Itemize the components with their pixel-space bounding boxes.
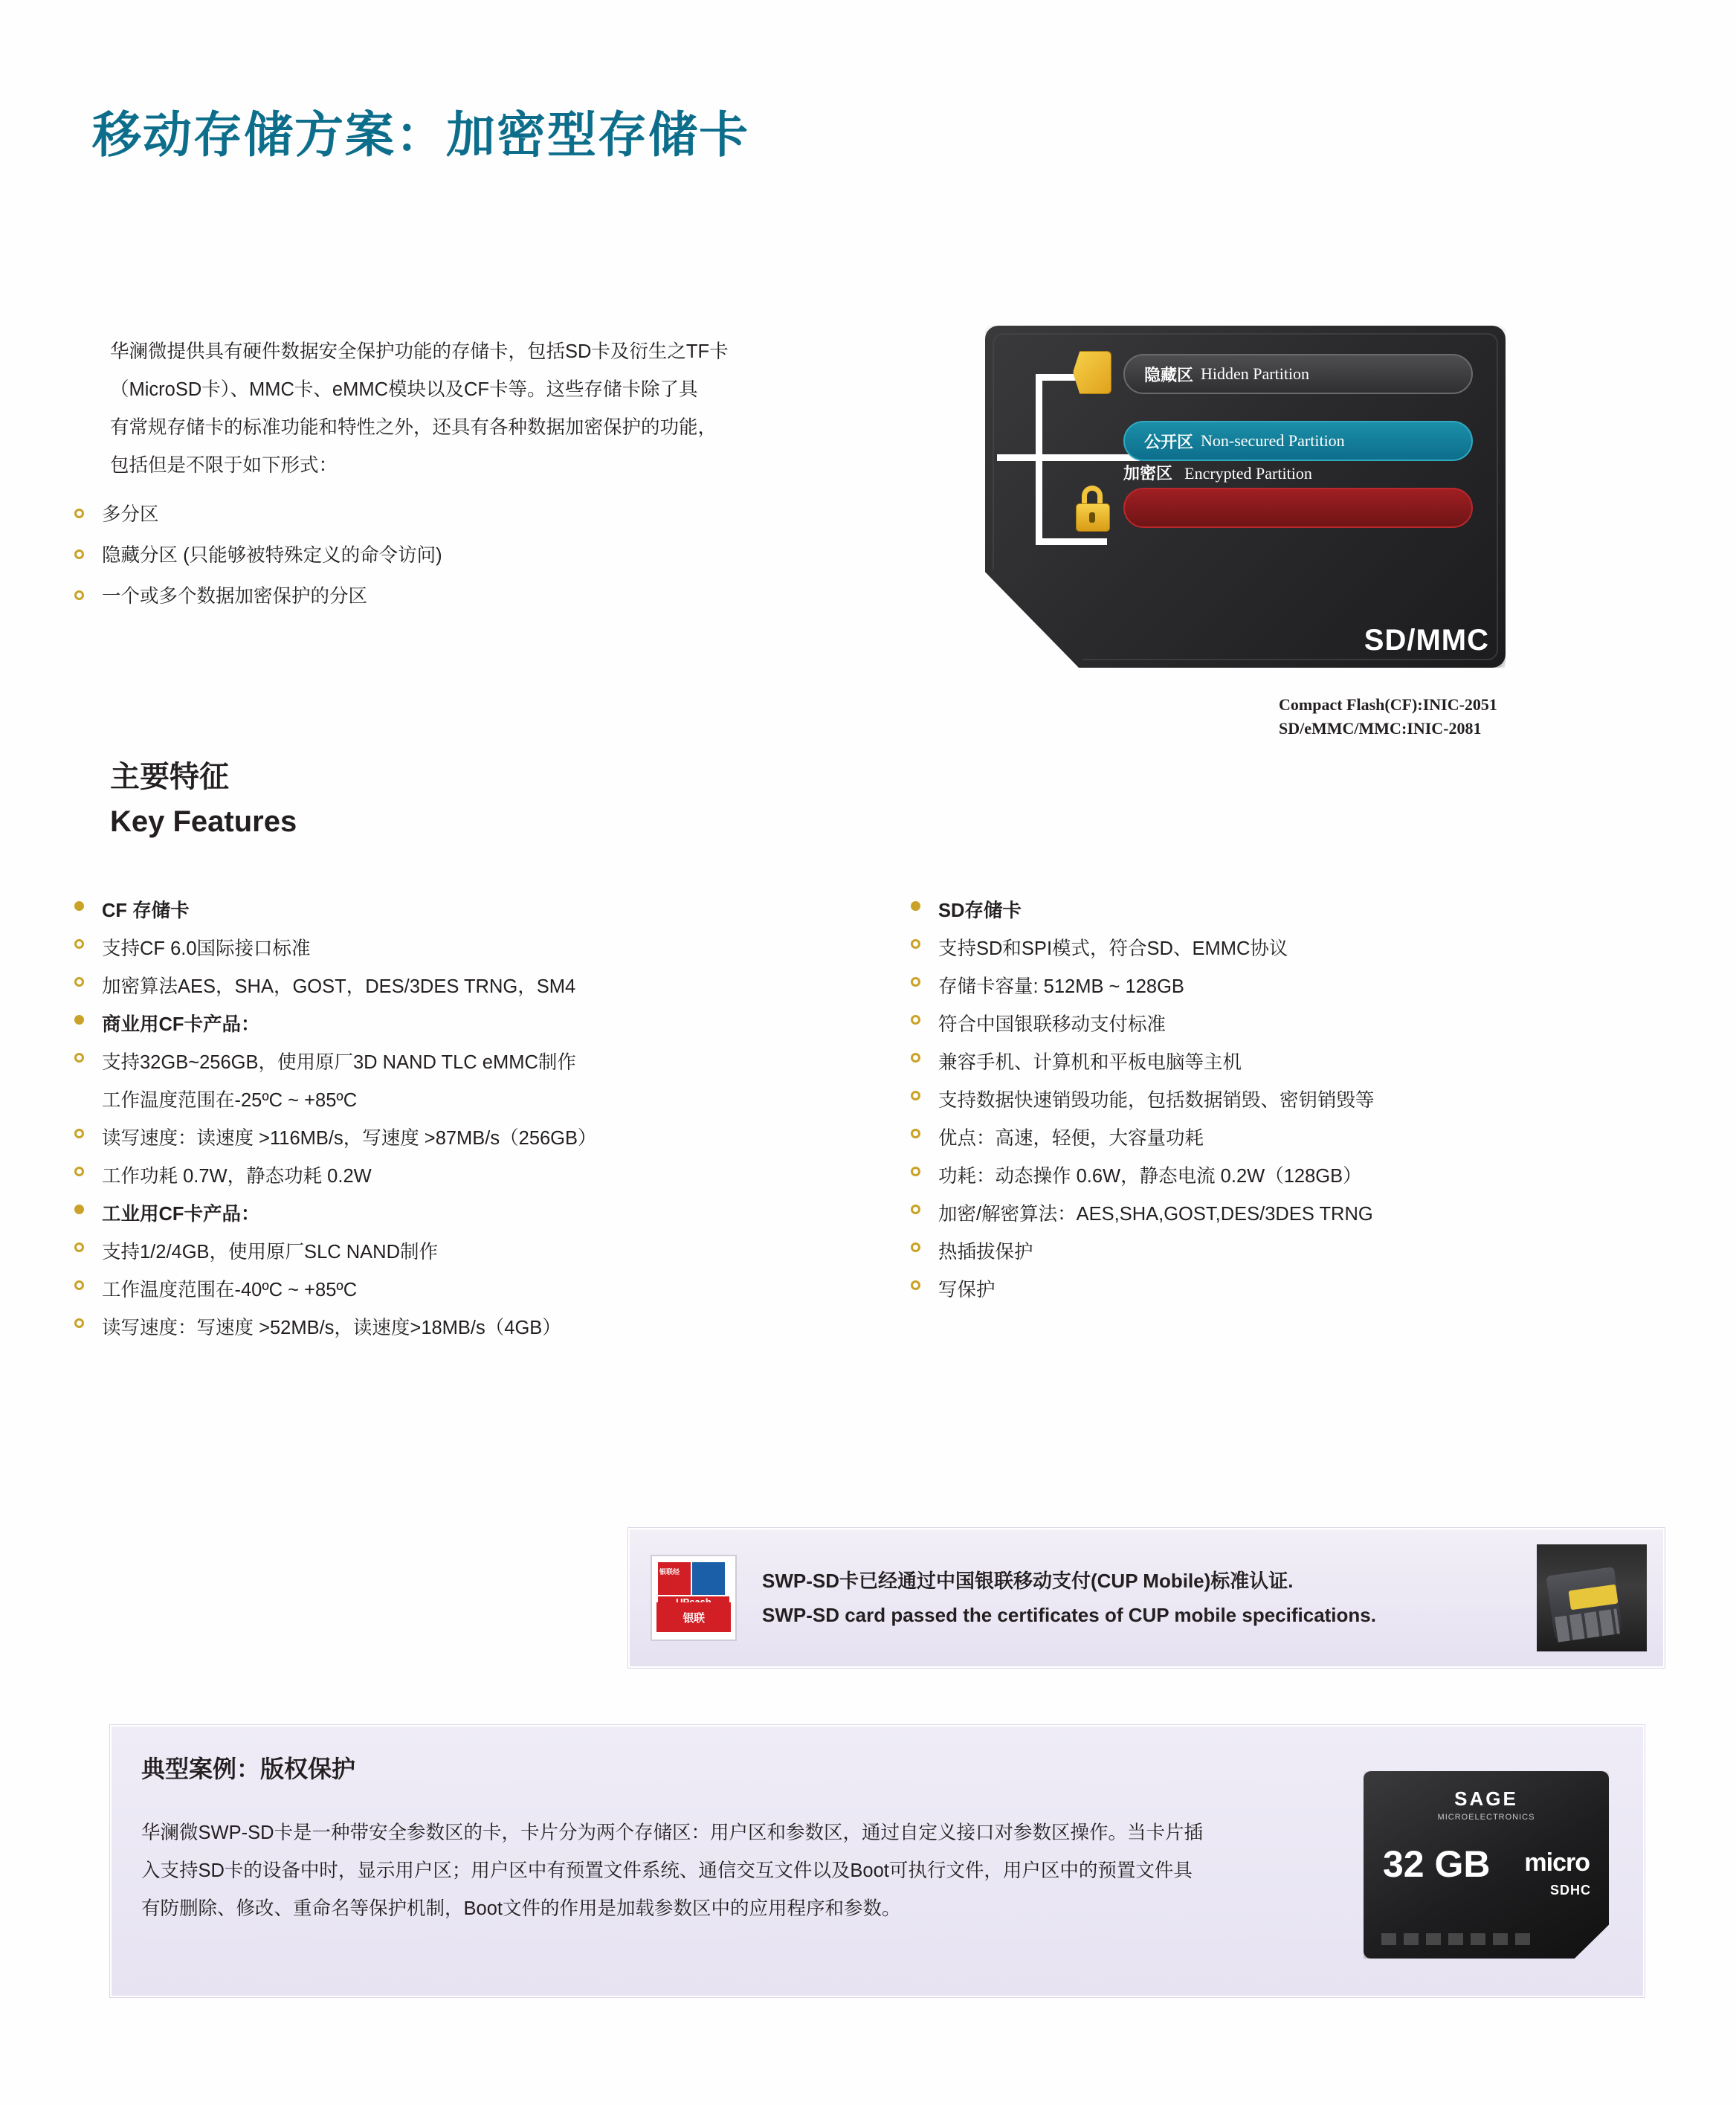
page-title: 移动存储方案：加密型存储卡 (92, 107, 749, 162)
dot-bullet-icon (74, 1015, 84, 1025)
pos-terminal-photo (1537, 1544, 1647, 1651)
key-icon (1073, 351, 1111, 394)
case-study-title: 典型案例：版权保护 (141, 1756, 356, 1782)
feature-item (74, 1271, 855, 1309)
partition-label-encrypted (1123, 461, 1312, 484)
ring-bullet-icon (911, 1015, 920, 1025)
feature-label: 支持CF 6.0国际接口标准 (102, 938, 311, 959)
card-caption (1279, 693, 1497, 741)
unionpay-logo-band-text: 银联 (683, 1611, 705, 1625)
feature-label: 工作温度范围在-40ºC ~ +85ºC (102, 1280, 358, 1300)
partition-label-cn: 公开区 (1144, 432, 1194, 451)
ring-bullet-icon (74, 509, 84, 518)
feature-item (911, 1196, 1691, 1234)
ring-bullet-icon (74, 1280, 84, 1290)
card-type-label: SD/MMC (1364, 624, 1489, 657)
microsd-sdhc-label: SDHC (1549, 1883, 1591, 1898)
ring-bullet-icon (74, 590, 84, 600)
feature-label: 优点：高速，轻便，大容量功耗 (938, 1128, 1204, 1149)
intro-line-3: 有常规存储卡的标准功能和特性之外，还具有各种数据加密保护的功能， (110, 417, 717, 438)
microsd-type-label: micro (1524, 1848, 1590, 1877)
feature-label: 支持SD和SPI模式，符合SD、EMMC协议 (938, 938, 1288, 959)
feature-label: 工作功耗 0.7W，静态功耗 0.2W (102, 1166, 372, 1187)
feature-item (74, 930, 855, 968)
memory-card-illustration (985, 326, 1506, 668)
partition-label-en: Encrypted Partition (1184, 464, 1312, 483)
partition-label-cn: 隐藏区 (1144, 365, 1194, 384)
ring-bullet-icon (74, 1318, 84, 1328)
ring-bullet-icon (74, 939, 84, 949)
ring-bullet-icon (911, 1280, 920, 1290)
feature-item (74, 1309, 855, 1347)
dot-bullet-icon (74, 1205, 84, 1214)
intro-bullet-label: 一个或多个数据加密保护的分区 (102, 586, 368, 607)
key-features-heading-cn: 主要特征 (110, 761, 229, 793)
feature-group-heading (74, 892, 855, 930)
ring-bullet-icon (74, 549, 84, 559)
dot-bullet-icon (911, 901, 920, 911)
feature-label: 支持32GB~256GB，使用原厂3D NAND TLC eMMC制作 (102, 1052, 576, 1073)
partition-bar-encrypted (1123, 488, 1473, 528)
feature-item (911, 1158, 1691, 1196)
intro-line-1: 华澜微提供具有硬件数据安全保护功能的存储卡，包括SD卡及衍生之TF卡 (110, 341, 729, 362)
ring-bullet-icon (911, 1242, 920, 1252)
key-features-heading-en: Key Features (110, 805, 297, 838)
cup-certification-banner (628, 1528, 1665, 1668)
ring-bullet-icon (911, 1129, 920, 1138)
feature-label: 加密/解密算法：AES,SHA,GOST,DES/3DES TRNG (938, 1204, 1373, 1225)
microsd-contacts (1381, 1933, 1530, 1945)
dot-bullet-icon (74, 901, 84, 911)
feature-group-heading (74, 1196, 855, 1234)
feature-label: 支持1/2/4GB，使用原厂SLC NAND制作 (102, 1242, 439, 1263)
lock-icon (1073, 486, 1111, 532)
case-study-line-3: 有防删除、修改、重命名等保护机制，Boot文件的作用是加载参数区中的应用程序和参数。 (141, 1898, 901, 1919)
partition-bar-hidden (1123, 354, 1473, 394)
feature-item (911, 1271, 1691, 1309)
partition-label-cn: 加密区 (1123, 464, 1173, 483)
feature-label-line2: 工作温度范围在-25ºC ~ +85ºC (102, 1090, 358, 1111)
microsd-capacity-label: 32 GB (1383, 1843, 1491, 1885)
ring-bullet-icon (74, 977, 84, 987)
feature-item (74, 1120, 855, 1158)
feature-group-heading (911, 892, 1691, 930)
feature-label: 符合中国银联移动支付标准 (938, 1014, 1167, 1035)
ring-bullet-icon (74, 1053, 84, 1063)
microsd-brand-label: SAGE (1454, 1788, 1518, 1810)
feature-label: 加密算法AES，SHA，GOST，DES/3DES TRNG，SM4 (102, 976, 576, 997)
feature-item (911, 1120, 1691, 1158)
ring-bullet-icon (911, 977, 920, 987)
list-item (74, 581, 818, 622)
case-study-body (141, 1814, 1375, 1928)
unionpay-logo-top-text: 银联经 (659, 1568, 680, 1576)
feature-label: 读写速度：写速度 >52MB/s，读速度>18MB/s（4GB） (102, 1318, 561, 1338)
ring-bullet-icon (911, 1167, 920, 1176)
feature-item (911, 1234, 1691, 1271)
partition-bar-open (1123, 421, 1473, 461)
ring-bullet-icon (74, 1242, 84, 1252)
ring-bullet-icon (911, 939, 920, 949)
case-study-line-1: 华澜微SWP-SD卡是一种带安全参数区的卡，卡片分为两个存储区：用户区和参数区，通过自定义接口对参数区操作。当卡片插 (141, 1822, 1204, 1843)
feature-label: 存储卡容量: 512MB ~ 128GB (938, 976, 1184, 997)
feature-item (74, 1234, 855, 1271)
intro-paragraph (110, 333, 824, 485)
intro-line-2: （MicroSD卡）、MMC卡、eMMC模块以及CF卡等。这些存储卡除了具 (110, 379, 698, 400)
partition-label-en: Hidden Partition (1201, 364, 1310, 383)
feature-item (911, 1044, 1691, 1082)
feature-label: 工业用CF卡产品： (102, 1204, 260, 1225)
list-item (74, 500, 818, 541)
case-study-line-2: 入支持SD卡的设备中时，显示用户区；用户区中有预置文件系统、通信交互文件以及Boot可执行文件，用户区中的预置文件具 (141, 1860, 1193, 1881)
feature-label: 写保护 (938, 1280, 996, 1300)
features-column-left (74, 892, 855, 1347)
feature-label: 商业用CF卡产品： (102, 1014, 260, 1035)
intro-bullet-list (74, 500, 818, 622)
feature-item (911, 968, 1691, 1006)
feature-label: 读写速度：读速度 >116MB/s，写速度 >87MB/s（256GB） (102, 1128, 597, 1149)
card-caption-line-2: SD/eMMC/MMC:INIC-2081 (1279, 719, 1482, 738)
feature-item (74, 968, 855, 1006)
intro-bullet-label: 隐藏分区 (只能够被特殊定义的命令访问) (102, 545, 442, 566)
intro-bullet-label: 多分区 (102, 504, 159, 525)
feature-item (74, 1158, 855, 1196)
feature-item (74, 1044, 855, 1120)
ring-bullet-icon (911, 1205, 920, 1214)
list-item (74, 541, 818, 581)
cup-banner-line-en: SWP-SD card passed the certificates of CUP mobile specifications. (762, 1604, 1376, 1626)
feature-item (911, 1082, 1691, 1120)
card-caption-line-1: Compact Flash(CF):INIC-2051 (1279, 695, 1497, 714)
feature-item (911, 1006, 1691, 1044)
intro-line-4: 包括但是不限于如下形式： (110, 455, 338, 476)
microsd-card-photo (1364, 1771, 1609, 1959)
feature-label: 兼容手机、计算机和平板电脑等主机 (938, 1052, 1242, 1073)
cup-banner-line-cn: SWP-SD卡已经通过中国银联移动支付(CUP Mobile)标准认证. (762, 1570, 1294, 1592)
feature-group-heading (74, 1006, 855, 1044)
ring-bullet-icon (911, 1091, 920, 1100)
cup-banner-text (762, 1564, 1376, 1632)
feature-label: 热插拔保护 (938, 1242, 1033, 1263)
partition-label-en: Non-secured Partition (1201, 431, 1345, 450)
unionpay-logo-icon (651, 1555, 737, 1641)
microsd-brand-sublabel: MICROELECTRONICS (1437, 1813, 1535, 1822)
feature-item (911, 930, 1691, 968)
feature-label: 支持数据快速销毁功能，包括数据销毁、密钥销毁等 (938, 1090, 1375, 1111)
feature-label: SD存储卡 (938, 900, 1022, 921)
feature-label: 功耗：动态操作 0.6W，静态电流 0.2W（128GB） (938, 1166, 1362, 1187)
case-study-panel (110, 1725, 1645, 1997)
ring-bullet-icon (74, 1167, 84, 1176)
ring-bullet-icon (74, 1129, 84, 1138)
feature-label: CF 存储卡 (102, 900, 190, 921)
features-column-right (911, 892, 1691, 1309)
ring-bullet-icon (911, 1053, 920, 1063)
